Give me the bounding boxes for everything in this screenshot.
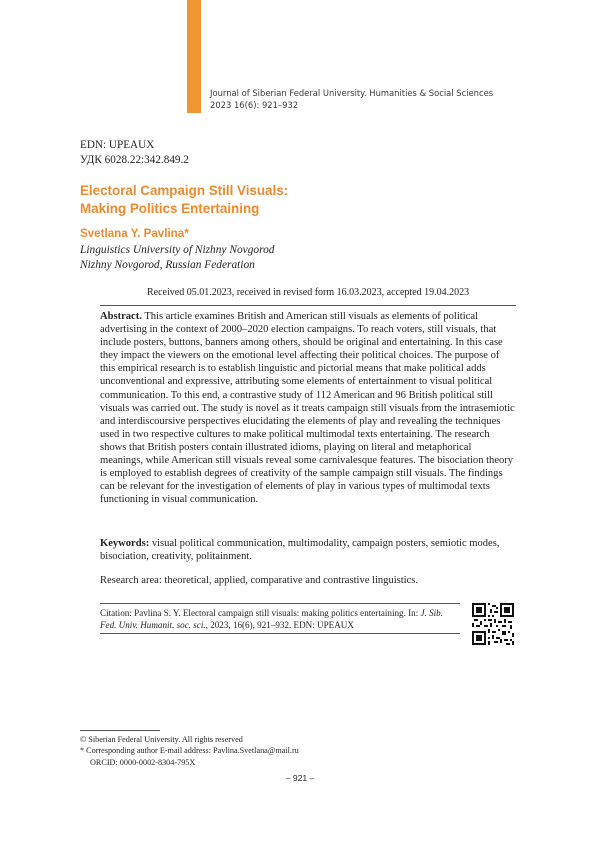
keywords-label: Keywords: bbox=[100, 538, 150, 549]
udk-code: УДК 6028.22:342.849.2 bbox=[80, 153, 189, 166]
citation-prefix: Citation: Pavlina S. Y. Electoral campaign still visuals: making politics entertaining. In: bbox=[100, 608, 419, 618]
article-meta bbox=[80, 138, 189, 167]
citation-top-rule bbox=[100, 603, 460, 604]
journal-name: Journal of Siberian Federal University. Humanities & Social Sciences bbox=[210, 88, 494, 98]
citation-journal: J. Sib. Fed. Univ. Humanit. soc. sci. bbox=[100, 608, 443, 631]
received-dates: Received 05.01.2023, received in revised form 16.03.2023, accepted 19.04.2023 bbox=[147, 287, 470, 298]
journal-header bbox=[210, 88, 493, 111]
keywords-text: visual political communication, multimodality, campaign posters, semiotic modes, bisociation, creativity, politainment. bbox=[100, 538, 500, 563]
edn-code: EDN: UPEAUX bbox=[80, 139, 155, 151]
qr-code-icon bbox=[472, 603, 514, 645]
title-line-1: Electoral Campaign Still Visuals: bbox=[80, 183, 289, 198]
citation-suffix: , 2023, 16(6), 921–932. EDN: UPEAUX bbox=[205, 620, 354, 631]
author-affiliation bbox=[80, 243, 274, 273]
article-title bbox=[80, 182, 288, 217]
citation-bottom-rule bbox=[100, 633, 460, 634]
journal-issue: 2023 16(6): 921–932 bbox=[210, 99, 299, 110]
footnote-rule bbox=[80, 730, 160, 731]
header-accent-bar bbox=[187, 0, 201, 113]
affiliation-location: Nizhny Novgorod, Russian Federation bbox=[80, 259, 255, 271]
abstract-top-rule bbox=[100, 305, 516, 306]
orcid: ORCID: 0000-0002-8304-795X bbox=[90, 757, 196, 767]
copyright-notice: © Siberian Federal University. All rights reserved bbox=[80, 735, 243, 744]
citation bbox=[100, 607, 460, 632]
title-line-2: Making Politics Entertaining bbox=[80, 200, 260, 216]
page-number: – 921 – bbox=[285, 773, 315, 783]
abstract-text: This article examines British and American still visuals as elements of political advertising in the context of 2000–2020 election campaigns. To reach voters, still visuals, that include posters, buttons, banners among others, should be original and entertaining. In this case they impact the viewers on the emotional level affecting their political choices. The purpose of this empirical research is to establish linguistic and pictorial means that make political adds unconventional and expressive, attributing some elements of entertainment to visual political communication. To this end, a contrastive study of 112 American and 96 British political still visuals was carried out. The study is novel as it treats campaign still visuals from the intrasemiotic and interdiscoursive perspectives elucidating the elements of play and revealing the techniques used in two respective cultures to make political multimodal texts entertaining. The research shows that British posters contain illustrated idioms, playing on literal and metaphorical meanings, while American still visuals reveal some carnivalesque features. The bisociation theory is employed to establish degrees of creativity of the sample campaign still visuals. The findings can be relevant for the investigation of elements of play in various types of multimodal texts functioning in visual communication. bbox=[100, 311, 515, 506]
keywords bbox=[100, 537, 516, 563]
abstract bbox=[100, 310, 516, 506]
abstract-label: Abstract. bbox=[100, 311, 142, 322]
author-name: Svetlana Y. Pavlina* bbox=[80, 227, 189, 240]
affiliation-university: Linguistics University of Nizhny Novgorod bbox=[80, 244, 275, 256]
footnotes bbox=[80, 734, 299, 768]
research-area: Research area: theoretical, applied, comparative and contrastive linguistics. bbox=[100, 575, 419, 586]
corresponding-author: * Corresponding author E-mail address: Pavlina.Svetlana@mail.ru bbox=[80, 746, 299, 756]
